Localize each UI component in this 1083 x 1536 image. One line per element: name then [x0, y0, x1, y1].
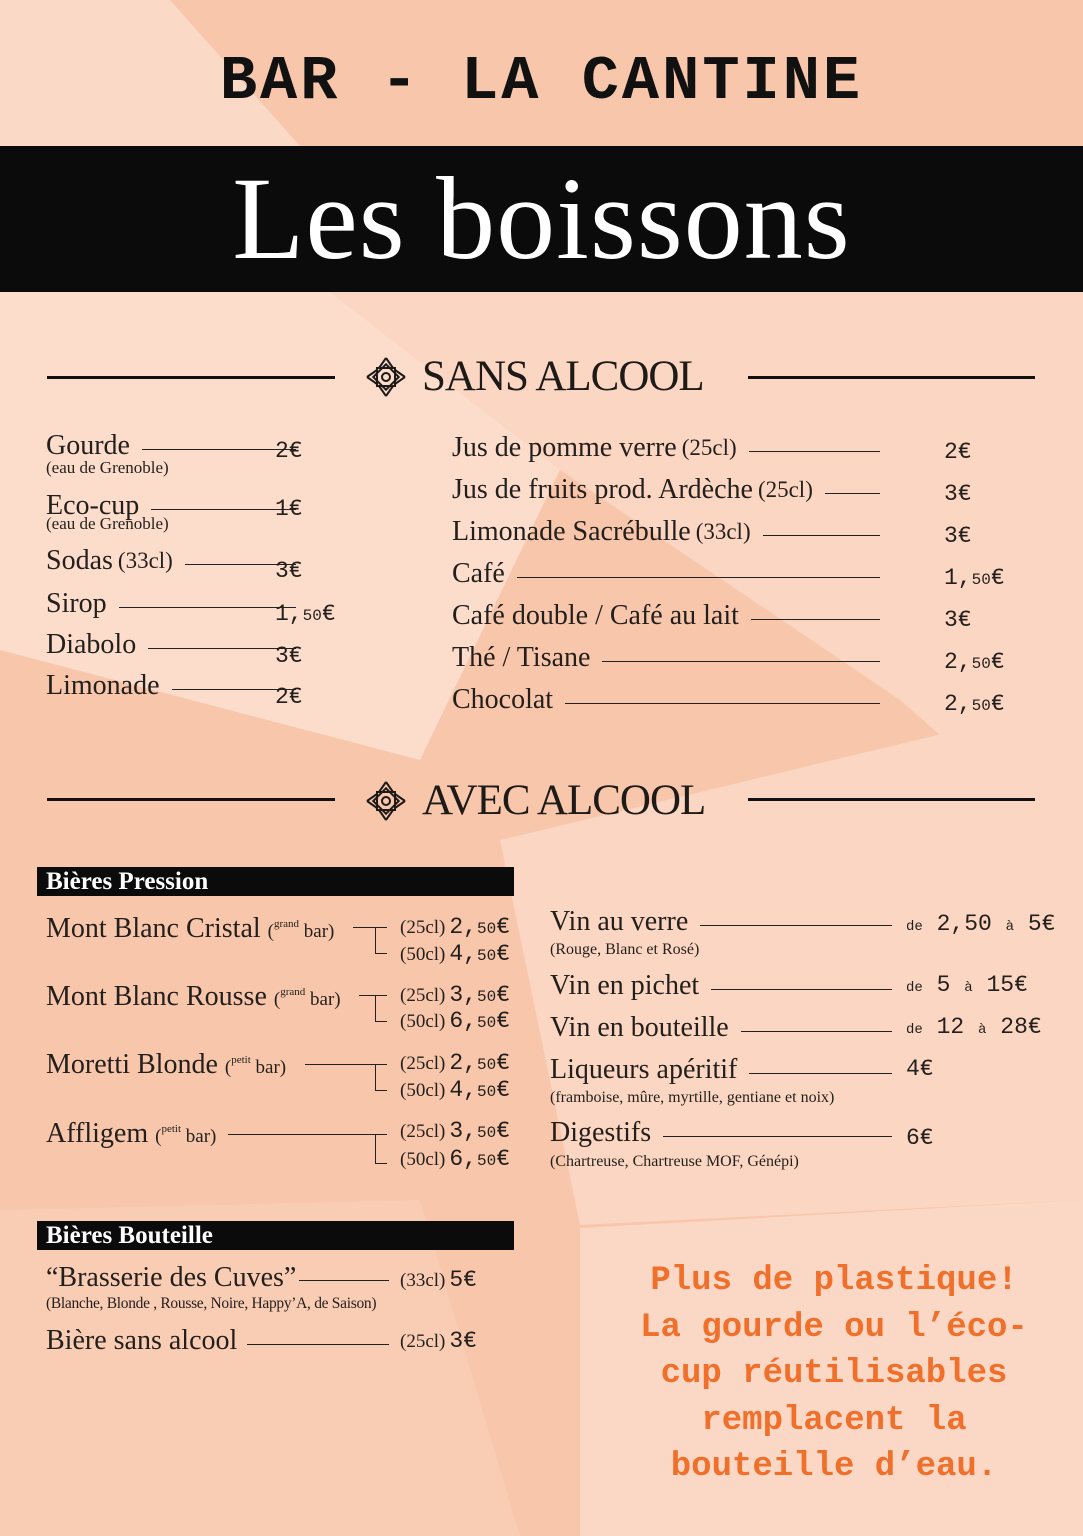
- sans-alcool-right-list: [452, 432, 892, 716]
- wine-list: [550, 906, 892, 1171]
- list-item: [46, 545, 308, 577]
- item-price: 4€: [906, 1056, 934, 1082]
- section-heading-sans-alcool: [364, 352, 704, 402]
- list-item: [46, 670, 308, 702]
- flower-ornament-icon: [364, 355, 408, 399]
- section-title: SANS ALCOOL: [422, 353, 704, 400]
- list-item: [550, 970, 892, 1002]
- item-price: 2€: [275, 438, 303, 464]
- beer-name: Mont Blanc Rousse ($^{grand}$ bar): [46, 981, 341, 1012]
- section-rule-left: [47, 798, 335, 801]
- item-price: 1€: [275, 496, 303, 522]
- item-quantity: (25cl): [757, 477, 813, 502]
- beer-price-large: (50cl) 6,50€: [400, 1146, 510, 1172]
- item-price: 2,50€: [944, 649, 1005, 675]
- item-name: Vin en bouteille: [550, 1012, 729, 1043]
- bottle-beer-price: (33cl) 5€: [400, 1267, 477, 1293]
- bottle-beer-price: (25cl) 3€: [400, 1328, 477, 1354]
- menu-title: Les boissons: [232, 153, 851, 284]
- section-heading-avec-alcool: [364, 776, 705, 826]
- beer-price-large: (50cl) 4,50€: [400, 1077, 510, 1103]
- item-name: Vin au verre: [550, 906, 689, 937]
- beer-price-small: (25cl) 3,50€: [400, 982, 510, 1008]
- item-name: Thé / Tisane: [452, 642, 591, 673]
- item-note: (eau de Grenoble): [46, 514, 169, 533]
- item-price: 3€: [944, 481, 972, 507]
- item-note: (eau de Grenoble): [46, 458, 169, 477]
- item-price: 1,50€: [275, 601, 336, 627]
- bottle-beer-name: “Brasserie des Cuves”: [46, 1262, 297, 1293]
- item-name: Diabolo: [46, 629, 137, 660]
- wine-price-range: de 12 à 28€: [906, 1014, 1042, 1040]
- beer-price-large: (50cl) 6,50€: [400, 1008, 510, 1034]
- list-item: [550, 1117, 892, 1149]
- item-name: Sirop: [46, 588, 107, 619]
- item-name: Vin en pichet: [550, 970, 700, 1001]
- item-price: 6€: [906, 1125, 934, 1151]
- item-name: Liqueurs apéritif: [550, 1054, 738, 1085]
- item-name: Eco-cup: [46, 490, 140, 521]
- item-price: 2,50€: [944, 691, 1005, 717]
- list-item: [452, 432, 892, 464]
- bar-name-title: BAR - LA CANTINE: [219, 46, 864, 117]
- item-price: 2€: [275, 684, 303, 710]
- list-item: [452, 558, 892, 590]
- item-price: 3€: [944, 607, 972, 633]
- item-name: Café double / Café au lait: [452, 600, 739, 631]
- item-price: 3€: [944, 523, 972, 549]
- list-item: [452, 474, 892, 506]
- list-item: [452, 642, 892, 674]
- section-title: AVEC ALCOOL: [422, 777, 706, 824]
- subsection-heading-bieres-pression: Bières Pression: [37, 867, 514, 896]
- section-rule-left: [47, 376, 335, 379]
- item-quantity: (33cl): [695, 519, 751, 544]
- beer-price-small: (25cl) 2,50€: [400, 914, 510, 940]
- item-quantity: (33cl): [117, 548, 173, 573]
- title-band: [0, 146, 1083, 292]
- item-note: (Chartreuse, Chartreuse MOF, Génépi): [550, 1153, 799, 1170]
- beer-name: Moretti Blonde ($^{petit}$ bar): [46, 1049, 287, 1080]
- list-item: [550, 1012, 892, 1044]
- item-price: 3€: [275, 558, 303, 584]
- item-price: 2€: [944, 439, 972, 465]
- list-item: [452, 600, 892, 632]
- flower-ornament-icon: [364, 779, 408, 823]
- list-item: [46, 588, 308, 620]
- item-price: 1,50€: [944, 565, 1005, 591]
- bottle-beer-name: Bière sans alcool: [46, 1325, 238, 1356]
- beer-price-small: (25cl) 2,50€: [400, 1050, 510, 1076]
- item-name: Limonade Sacrébulle: [452, 516, 691, 547]
- item-name: Jus de fruits prod. Ardèche: [452, 474, 753, 505]
- list-item: [452, 516, 892, 548]
- item-note: (Rouge, Blanc et Rosé): [550, 941, 700, 958]
- item-name: Limonade: [46, 670, 160, 701]
- eco-message: Plus de plastique! La gourde ou l’éco- cup réutilisables remplacent la bouteille d’eau.: [640, 1262, 1028, 1486]
- list-item: [550, 906, 892, 938]
- wine-price-range: de 2,50 à 5€: [906, 911, 1056, 937]
- section-rule-right: [748, 798, 1035, 801]
- list-item: [452, 684, 892, 716]
- item-note: (Blanche, Blonde , Rousse, Noire, Happy’A, de Saison): [46, 1295, 377, 1312]
- beer-price-large: (50cl) 4,50€: [400, 941, 510, 967]
- section-rule-right: [748, 376, 1035, 379]
- item-quantity: (25cl): [681, 435, 737, 460]
- beer-name: Mont Blanc Cristal ($^{grand}$ bar): [46, 913, 335, 944]
- item-note: (framboise, mûre, myrtille, gentiane et noix): [550, 1089, 835, 1106]
- item-name: Jus de pomme verre: [452, 432, 677, 463]
- wine-price-range: de 5 à 15€: [906, 972, 1028, 998]
- item-name: Gourde: [46, 430, 130, 461]
- item-name: Digestifs: [550, 1117, 652, 1148]
- subsection-heading-bieres-bouteille: Bières Bouteille: [37, 1221, 514, 1250]
- item-price: 3€: [275, 643, 303, 669]
- item-name: Sodas: [46, 545, 113, 576]
- list-item: [550, 1054, 892, 1086]
- beer-price-small: (25cl) 3,50€: [400, 1118, 510, 1144]
- item-name: Café: [452, 558, 505, 589]
- item-name: Chocolat: [452, 684, 554, 715]
- list-item: [46, 629, 308, 661]
- beer-name: Affligem ($^{petit}$ bar): [46, 1118, 217, 1149]
